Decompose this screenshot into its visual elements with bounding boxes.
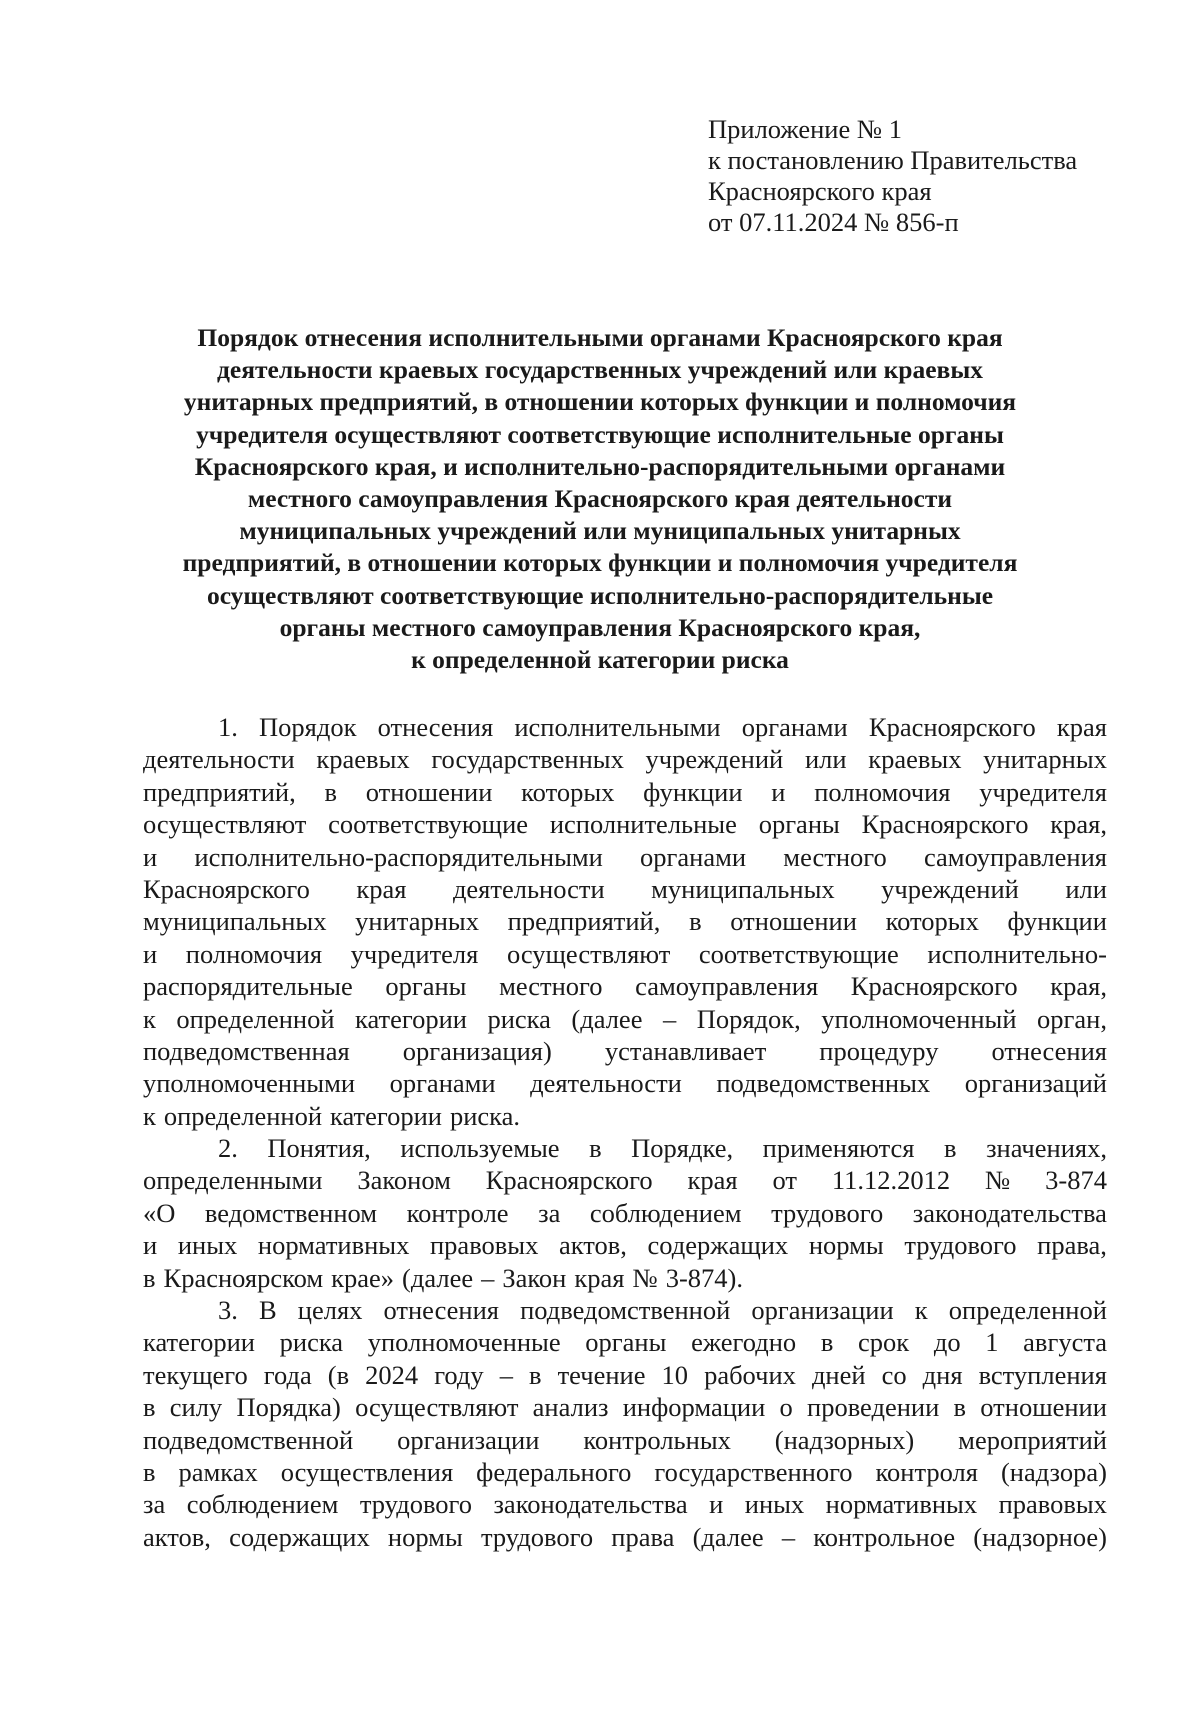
title-line: осуществляют соответствующие исполнительно-распорядительные — [206, 580, 994, 610]
text-line: в силу Порядка) осуществляют анализ информации о проведении в отношении — [143, 1392, 1107, 1423]
document-body — [143, 711, 1107, 1553]
text-line: за соблюдением трудового законодательства и иных нормативных правовых — [143, 1489, 1107, 1520]
text-line: осуществляют соответствующие исполнительные органы Красноярского края, — [143, 809, 1107, 840]
title-line: местного самоуправления Красноярского края деятельности — [247, 484, 953, 514]
title-line: Порядок отнесения исполнительными органами Красноярского края — [197, 323, 1003, 352]
text-line: 1. Порядок отнесения исполнительными органами Красноярского края — [218, 712, 1107, 742]
text-line: 3. В целях отнесения подведомственной организации к определенной — [218, 1295, 1107, 1326]
title-line: Красноярского края, и исполнительно-распорядительными органами — [194, 451, 1006, 481]
text-line: муниципальных унитарных предприятий, в отношении которых функции — [143, 906, 1107, 937]
appendix-line: к постановлению Правительства — [708, 145, 1078, 175]
text-line: и исполнительно-распорядительными органами местного самоуправления — [143, 841, 1107, 872]
title-line: деятельности краевых государственных учреждений или краевых — [217, 355, 983, 385]
title-line: предприятий, в отношении которых функции и полномочия учредителя — [182, 548, 1018, 578]
text-line: распорядительные органы местного самоуправления Красноярского края, — [143, 971, 1107, 1002]
text-line: «О ведомственном контроле за соблюдением трудового законодательства — [143, 1197, 1107, 1228]
paragraph — [143, 1294, 1107, 1553]
paragraph — [143, 1132, 1107, 1294]
appendix-header — [708, 114, 1077, 238]
title-line: унитарных предприятий, в отношении которых функции и полномочия — [183, 387, 1017, 417]
text-line: деятельности краевых государственных учреждений или краевых унитарных — [143, 744, 1107, 775]
appendix-line: Приложение № 1 — [708, 114, 903, 144]
text-line: актов, содержащих нормы трудового права (далее – контрольное (надзорное) — [143, 1521, 1107, 1552]
text-line: в рамках осуществления федерального государственного контроля (надзора) — [143, 1456, 1107, 1487]
title-line: учредителя осуществляют соответствующие исполнительные органы — [196, 419, 1004, 449]
paragraph — [143, 711, 1107, 1132]
title-line: органы местного самоуправления Красноярского края, — [279, 612, 921, 642]
text-line: Красноярского края деятельности муниципальных учреждений или — [143, 873, 1107, 904]
appendix-line: от 07.11.2024 № 856-п — [708, 207, 959, 237]
text-line: в Красноярском крае» (далее – Закон края № 3-874). — [143, 1262, 744, 1293]
text-line: категории риска уполномоченные органы ежегодно в срок до 1 августа — [143, 1327, 1107, 1358]
title-line: к определенной категории риска — [411, 645, 789, 675]
text-line: и иных нормативных правовых актов, содержащих нормы трудового права, — [143, 1230, 1107, 1261]
appendix-line: Красноярского края — [708, 176, 932, 206]
text-line: определенными Законом Красноярского края от 11.12.2012 № 3-874 — [143, 1165, 1107, 1196]
document-title — [140, 322, 1060, 676]
title-line: муниципальных учреждений или муниципальных унитарных — [239, 516, 961, 546]
text-line: к определенной категории риска. — [143, 1100, 521, 1131]
text-line: 2. Понятия, используемые в Порядке, применяются в значениях, — [218, 1133, 1107, 1164]
text-line: и полномочия учредителя осуществляют соответствующие исполнительно- — [143, 938, 1107, 969]
text-line: предприятий, в отношении которых функции и полномочия учредителя — [143, 776, 1107, 807]
text-line: подведомственной организации контрольных (надзорных) мероприятий — [143, 1424, 1107, 1455]
text-line: уполномоченными органами деятельности подведомственных организаций — [143, 1068, 1107, 1099]
text-line: к определенной категории риска (далее – Порядок, уполномоченный орган, — [143, 1003, 1107, 1034]
text-line: текущего года (в 2024 году – в течение 10 рабочих дней со дня вступления — [143, 1359, 1107, 1390]
text-line: подведомственная организация) устанавливает процедуру отнесения — [143, 1035, 1107, 1066]
